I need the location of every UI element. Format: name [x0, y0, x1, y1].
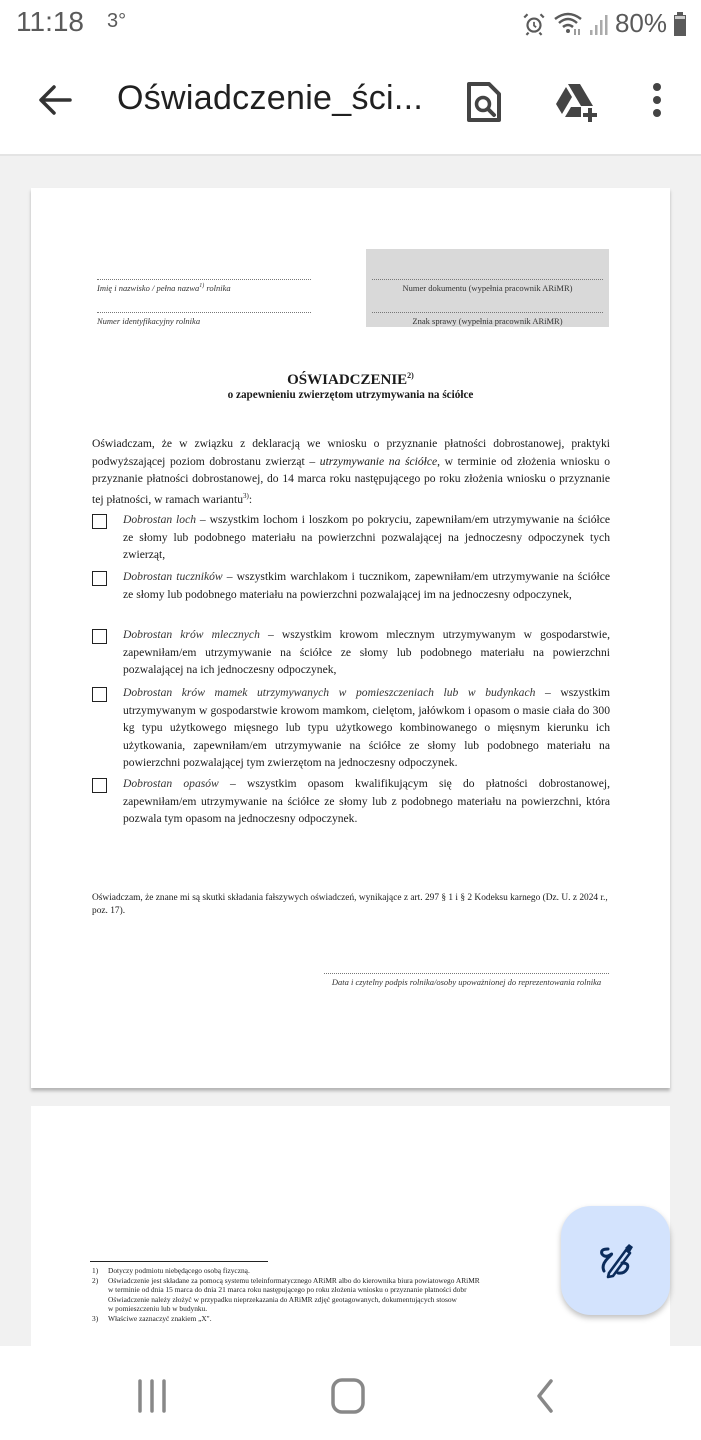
option-title: Dobrostan krów mamek utrzymywanych w pomieszczeniach lub w budynkach — [123, 686, 536, 699]
footnote-text: Oświadczenie jest składane za pomocą systemu teleinformatycznego ARiMR albo do kierownika biura powiatowego ARiMR — [108, 1275, 480, 1285]
document-search-icon[interactable] — [464, 80, 504, 124]
id-field — [97, 312, 311, 326]
footnote-text: Oświadczenie należy złożyć w przypadku nieprzekazania do ARiMR zdjęć geotagowanych, dokumentujących stosow — [108, 1294, 457, 1304]
back-arrow-icon[interactable] — [34, 80, 74, 120]
option-sows — [92, 511, 610, 564]
id-field-label: Numer identyfikacyjny rolnika — [97, 316, 201, 326]
name-field — [97, 279, 311, 293]
edit-sign-icon — [596, 1241, 636, 1281]
dotted-line — [372, 279, 603, 280]
option-text: – wszystkim utrzymywanym w gospodarstwie krowom mamkom, cielętom, jałówkom i opasom o masie ciała do 300 kg typu użytkowego mięsnego lub typu użytkowego kombinowanego o mięsnym kierunku ich użytkowania, zapewniłam/em utrzymywanie na ściółce ze słomy lub podobnego materiału na powierzchni pozwalającej tym zwierzętom na jednoczesny odpoczynek. — [123, 686, 610, 769]
footnote-text: w terminie od dnia 15 marca do dnia 21 marca roku następującego po roku złożenia wniosku o przyznanie płatności dobr — [108, 1285, 467, 1295]
drive-add-icon[interactable] — [553, 80, 599, 124]
signature-field — [324, 973, 609, 988]
footnote-text: Właściwe zaznaczyć znakiem „X". — [108, 1313, 212, 1323]
back-icon[interactable] — [525, 1376, 565, 1416]
intro-emphasis: utrzymywanie na ściółce — [319, 454, 438, 468]
status-bar — [0, 0, 701, 50]
intro-text: Oświadczam, że w związku z deklaracją we wniosku o przyznanie płatności dobrostanowej, praktyki podwyższającej poziom dobrostanu zwierząt – — [92, 437, 610, 468]
name-field-label: Imię i nazwisko / pełna nazwa — [97, 283, 200, 293]
option-text: – wszystkim warchlakom i tucznikom, zapewniłam/em utrzymywanie na ściółce ze słomy lub podobnego materiału na powierzchni pozwalającej im na jednoczesny odpoczynek, — [123, 570, 610, 601]
document-number-label: Numer dokumentu (wypełnia pracownik ARiMR) — [402, 283, 573, 293]
option-text: – wszystkim krowom mlecznym utrzymywanym w gospodarstwie, zapewniłam/em utrzymywanie na ściółce ze słomy lub podobnego materiału na powierzchni pozwalającej na ich jednoczesny odpoczynek, — [123, 628, 610, 676]
footnote-number: 1) — [92, 1266, 99, 1275]
intro-end: : — [248, 492, 253, 506]
option-fatteners — [92, 568, 610, 603]
signature-label: Data i czytelny podpis rolnika/osoby upoważnionej do reprezentowania rolnika — [331, 977, 602, 987]
recent-apps-icon[interactable] — [132, 1376, 172, 1416]
pdf-page-1 — [31, 188, 670, 1088]
checkbox-sows[interactable] — [92, 514, 107, 529]
fill-and-sign-button[interactable] — [561, 1206, 670, 1315]
footnote-text: Dotyczy podmiotu niebędącego osobą fizyczną. — [108, 1266, 250, 1275]
option-text: – wszystkim opasom kwalifikującym się do płatności dobrostanowej, zapewniłam/em utrzymywanie na ściółce ze słomy lub z podobnego materiału na powierzchni, która pozwala tym opasom na jednoczesny odpoczynek. — [123, 777, 610, 825]
option-dairy-cows — [92, 626, 610, 679]
dotted-line — [324, 973, 609, 974]
footnote-1 — [92, 1266, 632, 1276]
document-title: Oświadczenie_ści... — [117, 79, 424, 117]
more-vert-icon[interactable] — [645, 80, 669, 124]
heading-footnote-ref: 2) — [407, 371, 414, 380]
footnote-number: 3) — [92, 1313, 99, 1323]
footnotes — [92, 1266, 632, 1324]
alarm-icon — [521, 11, 547, 37]
battery-icon — [673, 11, 687, 37]
option-title: Dobrostan tuczników — [123, 570, 223, 583]
status-temperature: 3° — [107, 10, 127, 32]
checkbox-fatteners[interactable] — [92, 571, 107, 586]
option-suckler-cows — [92, 684, 610, 772]
battery-percent: 80% — [614, 8, 667, 38]
footnote-2 — [92, 1276, 632, 1314]
wifi-icon — [553, 11, 583, 37]
intro-paragraph — [92, 435, 610, 508]
status-icons — [521, 8, 687, 39]
case-number-field — [372, 312, 603, 326]
footnote-divider — [90, 1261, 268, 1262]
legal-statement: Oświadczam, że znane mi są skutki składania fałszywych oświadczeń, wynikające z art. 297 § 1 i § 2 Kodeksu karnego (Dz. U. z 2024 r., poz. 17). — [92, 893, 608, 916]
checkbox-beef-cattle[interactable] — [92, 778, 107, 793]
option-beef-cattle — [92, 775, 610, 828]
option-title: Dobrostan loch — [123, 513, 197, 526]
dotted-line — [97, 312, 311, 313]
intro-text-continued: , w terminie od złożenia wniosku o przyznanie płatności dobrostanowej, do 14 marca roku następującego po roku złożenia wniosku o przyznanie tej płatności, w ramach wariantu — [92, 454, 610, 506]
checkbox-suckler-cows[interactable] — [92, 687, 107, 702]
name-field-suffix: rolnika — [204, 283, 231, 293]
checkbox-dairy-cows[interactable] — [92, 629, 107, 644]
case-number-label: Znak sprawy (wypełnia pracownik ARiMR) — [412, 316, 563, 326]
footnote-text: w pomieszczeniu lub w budynku. — [108, 1304, 208, 1314]
signal-icon — [589, 12, 609, 36]
system-nav-bar — [0, 1346, 701, 1440]
option-title: Dobrostan opasów — [123, 777, 219, 790]
pdf-viewer[interactable] — [0, 154, 701, 1346]
office-use-box — [366, 249, 609, 327]
heading-text: OŚWIADCZENIE — [287, 372, 408, 388]
option-title: Dobrostan krów mlecznych — [123, 628, 260, 641]
footnote-3 — [92, 1314, 632, 1324]
dotted-line — [372, 312, 603, 313]
footnote-ref: 1) — [199, 283, 205, 290]
document-subtitle: o zapewnieniu zwierzętom utrzymywania na ściółce — [227, 389, 474, 401]
option-text: – wszystkim lochom i loszkom po pokryciu, zapewniłam/em utrzymywanie na ściółce ze słomy lub podobnego materiału na powierzchni pozwalającej na jednoczesny odpoczynek tych zwierząt, — [123, 513, 611, 561]
footnote-number: 2) — [92, 1275, 99, 1285]
app-bar — [0, 50, 701, 154]
home-icon[interactable] — [328, 1376, 368, 1416]
document-heading — [31, 371, 670, 389]
document-number-field — [372, 279, 603, 293]
dotted-line — [97, 279, 311, 280]
status-time: 11:18 — [16, 6, 84, 37]
intro-footnote-ref: 3) — [243, 491, 249, 500]
